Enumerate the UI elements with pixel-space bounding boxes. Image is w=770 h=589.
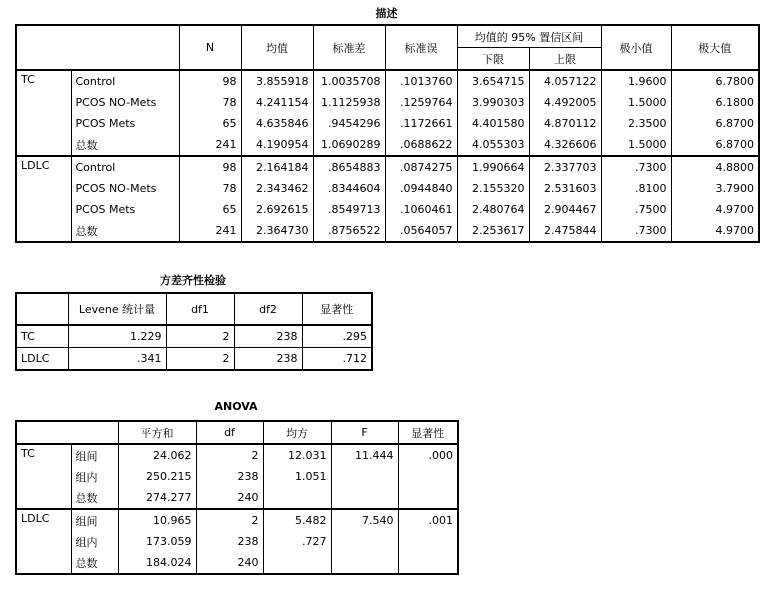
corner-cell: [16, 293, 68, 325]
header-ms: 均方: [263, 421, 331, 444]
value-n: 98: [179, 156, 241, 178]
value-lower: 3.990303: [457, 92, 529, 113]
value-df: 240: [196, 552, 263, 574]
value-ms: [263, 552, 331, 574]
value-min: .8100: [601, 178, 671, 199]
descriptives-table: [15, 24, 760, 243]
descriptives-title: 描述: [375, 7, 398, 20]
row-label: 总数: [71, 220, 179, 242]
value-ms: 5.482: [263, 509, 331, 531]
value-sd: .9454296: [313, 113, 385, 134]
table-row: [16, 466, 458, 487]
row-label: LDLC: [16, 348, 68, 371]
value-stat: 1.229: [68, 325, 166, 348]
table-row: [16, 156, 759, 178]
value-ss: 274.277: [118, 487, 196, 509]
value-min: 1.9600: [601, 70, 671, 92]
value-ss: 184.024: [118, 552, 196, 574]
value-max: 6.8700: [671, 113, 759, 134]
corner-cell: [16, 25, 179, 70]
row-label: 总数: [71, 134, 179, 156]
value-max: 4.8800: [671, 156, 759, 178]
value-ss: 173.059: [118, 531, 196, 552]
value-df1: 2: [166, 348, 234, 371]
value-max: 3.7900: [671, 178, 759, 199]
value-ms: 1.051: [263, 466, 331, 487]
value-min: 2.3500: [601, 113, 671, 134]
group-label: LDLC: [16, 509, 71, 574]
value-min: 1.5000: [601, 134, 671, 156]
header-max: 极大值: [671, 25, 759, 70]
value-ms: 12.031: [263, 444, 331, 466]
value-upper: 2.475844: [529, 220, 601, 242]
value-sig: .295: [302, 325, 372, 348]
value-df: 238: [196, 531, 263, 552]
table-row: [16, 348, 372, 371]
row-label: 组内: [71, 531, 118, 552]
value-f: [331, 552, 398, 574]
value-min: 1.5000: [601, 92, 671, 113]
row-label: 组内: [71, 466, 118, 487]
table-row: [16, 325, 372, 348]
value-lower: 4.055303: [457, 134, 529, 156]
value-upper: 2.904467: [529, 199, 601, 220]
value-lower: 2.480764: [457, 199, 529, 220]
table-row: [16, 487, 458, 509]
table-row: [16, 199, 759, 220]
value-se: .0688622: [385, 134, 457, 156]
table-row: [16, 220, 759, 242]
value-min: .7500: [601, 199, 671, 220]
value-sig: .712: [302, 348, 372, 371]
value-df: 240: [196, 487, 263, 509]
value-ms: [263, 487, 331, 509]
header-lower: 下限: [457, 48, 529, 71]
value-sd: 1.0035708: [313, 70, 385, 92]
value-sd: 1.0690289: [313, 134, 385, 156]
value-n: 241: [179, 134, 241, 156]
value-f: 7.540: [331, 509, 398, 531]
group-label: TC: [16, 444, 71, 509]
value-se: .0874275: [385, 156, 457, 178]
value-max: 6.8700: [671, 134, 759, 156]
value-sig: [398, 531, 458, 552]
value-sig: [398, 552, 458, 574]
value-upper: 4.492005: [529, 92, 601, 113]
value-upper: 2.531603: [529, 178, 601, 199]
table-row: [16, 134, 759, 156]
table-row: [16, 552, 458, 574]
header-df2: df2: [234, 293, 302, 325]
value-mean: 2.343462: [241, 178, 313, 199]
value-upper: 4.870112: [529, 113, 601, 134]
group-label: LDLC: [16, 156, 71, 242]
row-label: 组间: [71, 444, 118, 466]
value-mean: 4.190954: [241, 134, 313, 156]
value-sig: .001: [398, 509, 458, 531]
value-ms: .727: [263, 531, 331, 552]
header-upper: 上限: [529, 48, 601, 71]
value-upper: 4.057122: [529, 70, 601, 92]
value-sd: .8549713: [313, 199, 385, 220]
header-levene-stat: Levene 统计量: [68, 293, 166, 325]
value-lower: 3.654715: [457, 70, 529, 92]
value-n: 65: [179, 113, 241, 134]
value-mean: 2.692615: [241, 199, 313, 220]
value-lower: 4.401580: [457, 113, 529, 134]
value-df: 2: [196, 444, 263, 466]
value-mean: 2.364730: [241, 220, 313, 242]
value-ss: 10.965: [118, 509, 196, 531]
value-se: .1013760: [385, 70, 457, 92]
value-ss: 24.062: [118, 444, 196, 466]
header-df1: df1: [166, 293, 234, 325]
table-row: [16, 70, 759, 92]
value-se: .0944840: [385, 178, 457, 199]
value-se: .1259764: [385, 92, 457, 113]
value-lower: 1.990664: [457, 156, 529, 178]
row-label: Control: [71, 156, 179, 178]
value-f: [331, 487, 398, 509]
value-upper: 4.326606: [529, 134, 601, 156]
header-n: N: [179, 25, 241, 70]
header-sig: 显著性: [398, 421, 458, 444]
value-f: 11.444: [331, 444, 398, 466]
anova-table: [15, 420, 459, 575]
value-f: [331, 531, 398, 552]
row-label: 总数: [71, 487, 118, 509]
value-n: 65: [179, 199, 241, 220]
value-df1: 2: [166, 325, 234, 348]
levene-title: 方差齐性检验: [160, 274, 226, 287]
value-ss: 250.215: [118, 466, 196, 487]
row-label: 总数: [71, 552, 118, 574]
value-df2: 238: [234, 325, 302, 348]
value-df2: 238: [234, 348, 302, 371]
header-mean: 均值: [241, 25, 313, 70]
value-n: 241: [179, 220, 241, 242]
value-mean: 4.635846: [241, 113, 313, 134]
value-max: 4.9700: [671, 199, 759, 220]
header-sig: 显著性: [302, 293, 372, 325]
value-se: .1060461: [385, 199, 457, 220]
group-label: TC: [16, 70, 71, 156]
value-min: .7300: [601, 156, 671, 178]
value-sig: [398, 466, 458, 487]
value-stat: .341: [68, 348, 166, 371]
header-se: 标准误: [385, 25, 457, 70]
row-label: PCOS Mets: [71, 113, 179, 134]
row-label: PCOS NO-Mets: [71, 92, 179, 113]
value-sd: .8654883: [313, 156, 385, 178]
header-df: df: [196, 421, 263, 444]
anova-title: ANOVA: [214, 400, 258, 413]
value-f: [331, 466, 398, 487]
levene-table: [15, 292, 373, 371]
value-se: .1172661: [385, 113, 457, 134]
value-sd: .8344604: [313, 178, 385, 199]
value-df: 2: [196, 509, 263, 531]
value-n: 78: [179, 92, 241, 113]
table-row: [16, 509, 458, 531]
header-ss: 平方和: [118, 421, 196, 444]
corner-cell: [16, 421, 118, 444]
value-max: 6.1800: [671, 92, 759, 113]
value-se: .0564057: [385, 220, 457, 242]
table-row: [16, 531, 458, 552]
table-row: [16, 92, 759, 113]
value-mean: 2.164184: [241, 156, 313, 178]
header-ci: 均值的 95% 置信区间: [457, 25, 601, 48]
table-row: [16, 444, 458, 466]
value-max: 6.7800: [671, 70, 759, 92]
table-row: [16, 178, 759, 199]
value-sd: .8756522: [313, 220, 385, 242]
header-f: F: [331, 421, 398, 444]
value-mean: 3.855918: [241, 70, 313, 92]
row-label: TC: [16, 325, 68, 348]
value-df: 238: [196, 466, 263, 487]
row-label: PCOS Mets: [71, 199, 179, 220]
value-sig: [398, 487, 458, 509]
row-label: 组间: [71, 509, 118, 531]
value-lower: 2.155320: [457, 178, 529, 199]
value-upper: 2.337703: [529, 156, 601, 178]
value-max: 4.9700: [671, 220, 759, 242]
header-sd: 标准差: [313, 25, 385, 70]
header-min: 极小值: [601, 25, 671, 70]
value-sig: .000: [398, 444, 458, 466]
value-sd: 1.1125938: [313, 92, 385, 113]
value-min: .7300: [601, 220, 671, 242]
row-label: Control: [71, 70, 179, 92]
table-row: [16, 113, 759, 134]
value-n: 78: [179, 178, 241, 199]
value-n: 98: [179, 70, 241, 92]
value-mean: 4.241154: [241, 92, 313, 113]
row-label: PCOS NO-Mets: [71, 178, 179, 199]
value-lower: 2.253617: [457, 220, 529, 242]
